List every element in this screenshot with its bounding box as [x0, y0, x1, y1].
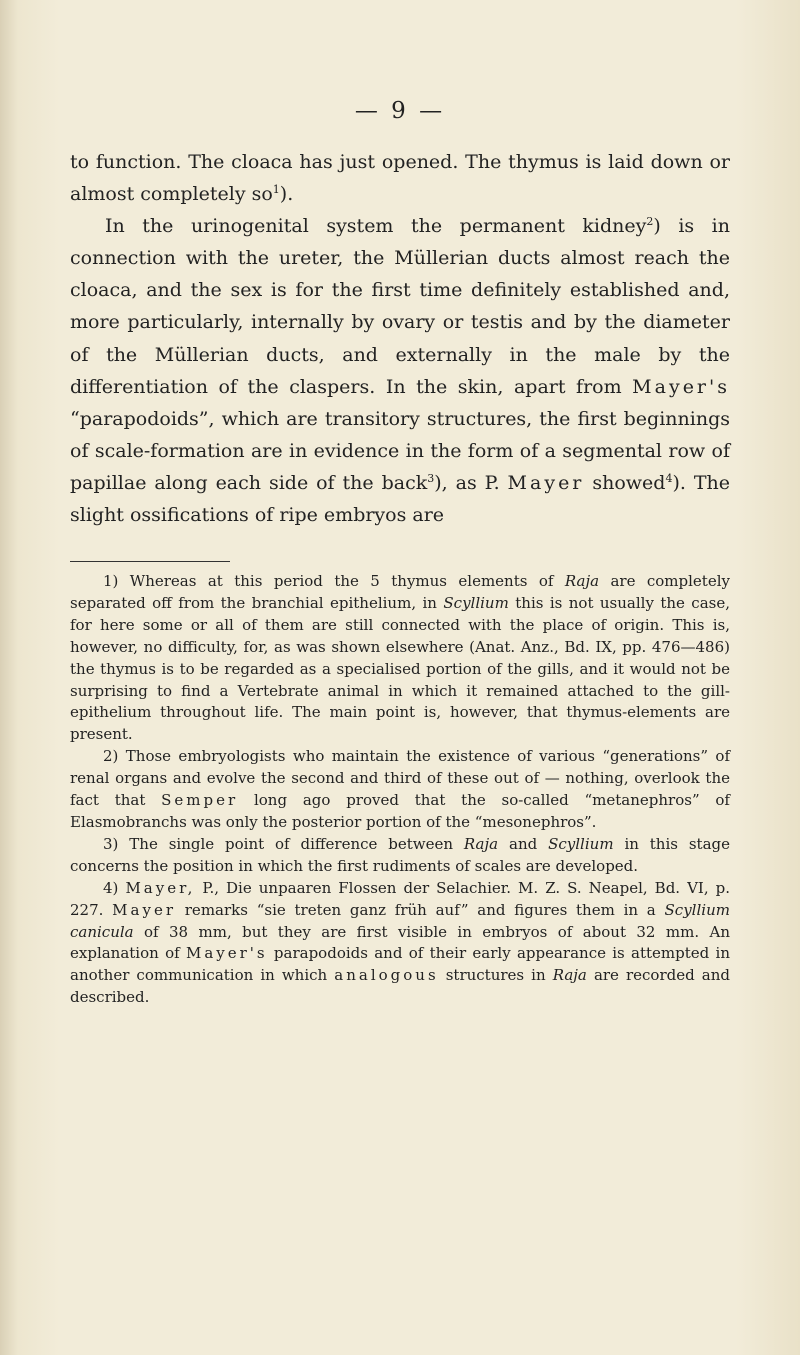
text-run: ). The slight ossifications of ripe embryos are: [70, 471, 730, 527]
text-run: ) is in connection with the ureter, the Müllerian ducts almost reach the cloaca, and the sex is for the first time definitely established and, more particularly, internally by ovary or testis and by the diameter of the Müllerian ducts, and externally in the male by the differentiation of the claspers. In the skin, apart from: [70, 215, 730, 398]
text-run: parapodoids and of their early appearance is attempted in another communication in which: [70, 944, 730, 985]
text-run: this is not usually the case, for here some or all of them are still connected with the place of origin. This is, however, no difficulty, for, as was shown elsewhere (Anat. Anz., Bd. IX, pp. 476—486) the thymus is to be regarded as a specialised portion of the gills, and it would not be surprising to find a Vertebrate animal in which it remained attached to the gill-epithelium throughout life. The main point is, however, that thymus-elements are present.: [70, 593, 730, 744]
author-name: Mayer's: [185, 944, 268, 963]
text-run: of 38 mm, but they are first visible in embryos of about 32 mm. An explanation of: [70, 922, 730, 963]
footnotes: [70, 571, 730, 1009]
text-run: 1) Whereas at this period the 5 thymus elements of: [103, 572, 554, 590]
text-run: structures in: [445, 966, 546, 985]
footnote-2: [70, 746, 730, 834]
paragraph-1: [70, 146, 730, 210]
footnote-1: [70, 571, 730, 746]
author-name: Mayer's: [632, 375, 730, 398]
footnote-3: [70, 834, 730, 878]
text-run: 4): [103, 878, 119, 897]
text-run: remarks “sie treten ganz früh auf” and figures them in a: [184, 900, 656, 919]
text-run: long ago proved that the so-called “metanephros” of Elasmobranchs was only the posterior portion of the “mesonephros”.: [70, 791, 730, 831]
text-run: are recorded and described.: [70, 966, 730, 1007]
taxon-name: Scyllium canicula: [70, 900, 730, 941]
text-run: 2) Those embryologists who maintain the existence of various “generations” of renal organs and evolve the second and third of these out of — nothing, overlook the fact that: [70, 747, 730, 810]
text-run: and: [509, 834, 538, 853]
taxon-name: Scyllium: [548, 834, 614, 853]
footnote-4: [70, 878, 730, 1009]
footnote-ref-3: 3: [427, 471, 435, 485]
author-name: Mayer: [507, 471, 585, 494]
text-run: are completely separated off from the branchial epithelium, in: [70, 572, 730, 612]
text-run: showed: [592, 471, 666, 494]
taxon-name: Raja: [564, 572, 600, 590]
paragraph-2: [70, 210, 730, 531]
text-run: P., Die unpaaren Flossen der Selachier. M. Z. S. Neapel, Bd. VI, p. 227.: [70, 878, 730, 919]
taxon-name: Raja: [552, 966, 587, 985]
text-run: In the urinogenital system the permanent kidney: [105, 215, 647, 238]
text-run: in this stage concerns the position in which the first rudiments of scales are developed.: [70, 834, 730, 875]
footnote-divider: [70, 561, 230, 562]
author-name: Mayer: [112, 900, 176, 919]
main-text: [70, 146, 730, 531]
footnote-ref-2: 2: [646, 215, 654, 229]
author-name: Mayer,: [125, 878, 196, 897]
taxon-name: Raja: [463, 834, 499, 853]
page-number: — 9 —: [354, 98, 446, 124]
text-run: ).: [279, 183, 294, 206]
text-run: 3) The single point of difference between: [103, 834, 454, 853]
text-run: to function. The cloaca has just opened. The thymus is laid down or almost completely so: [70, 151, 730, 206]
text-run: ), as P.: [434, 471, 500, 494]
footnote-ref-1: 1: [272, 183, 280, 197]
taxon-name: Scyllium: [443, 593, 509, 612]
footnote-ref-4: 4: [665, 471, 673, 485]
author-name: Semper: [161, 791, 239, 810]
text-run: “parapodoids”, which are transitory structures, the first beginnings of scale-formation are in evidence in the form of a segmental row of papillae along each side of the back: [70, 407, 730, 494]
emphasis: analogous: [334, 966, 439, 985]
